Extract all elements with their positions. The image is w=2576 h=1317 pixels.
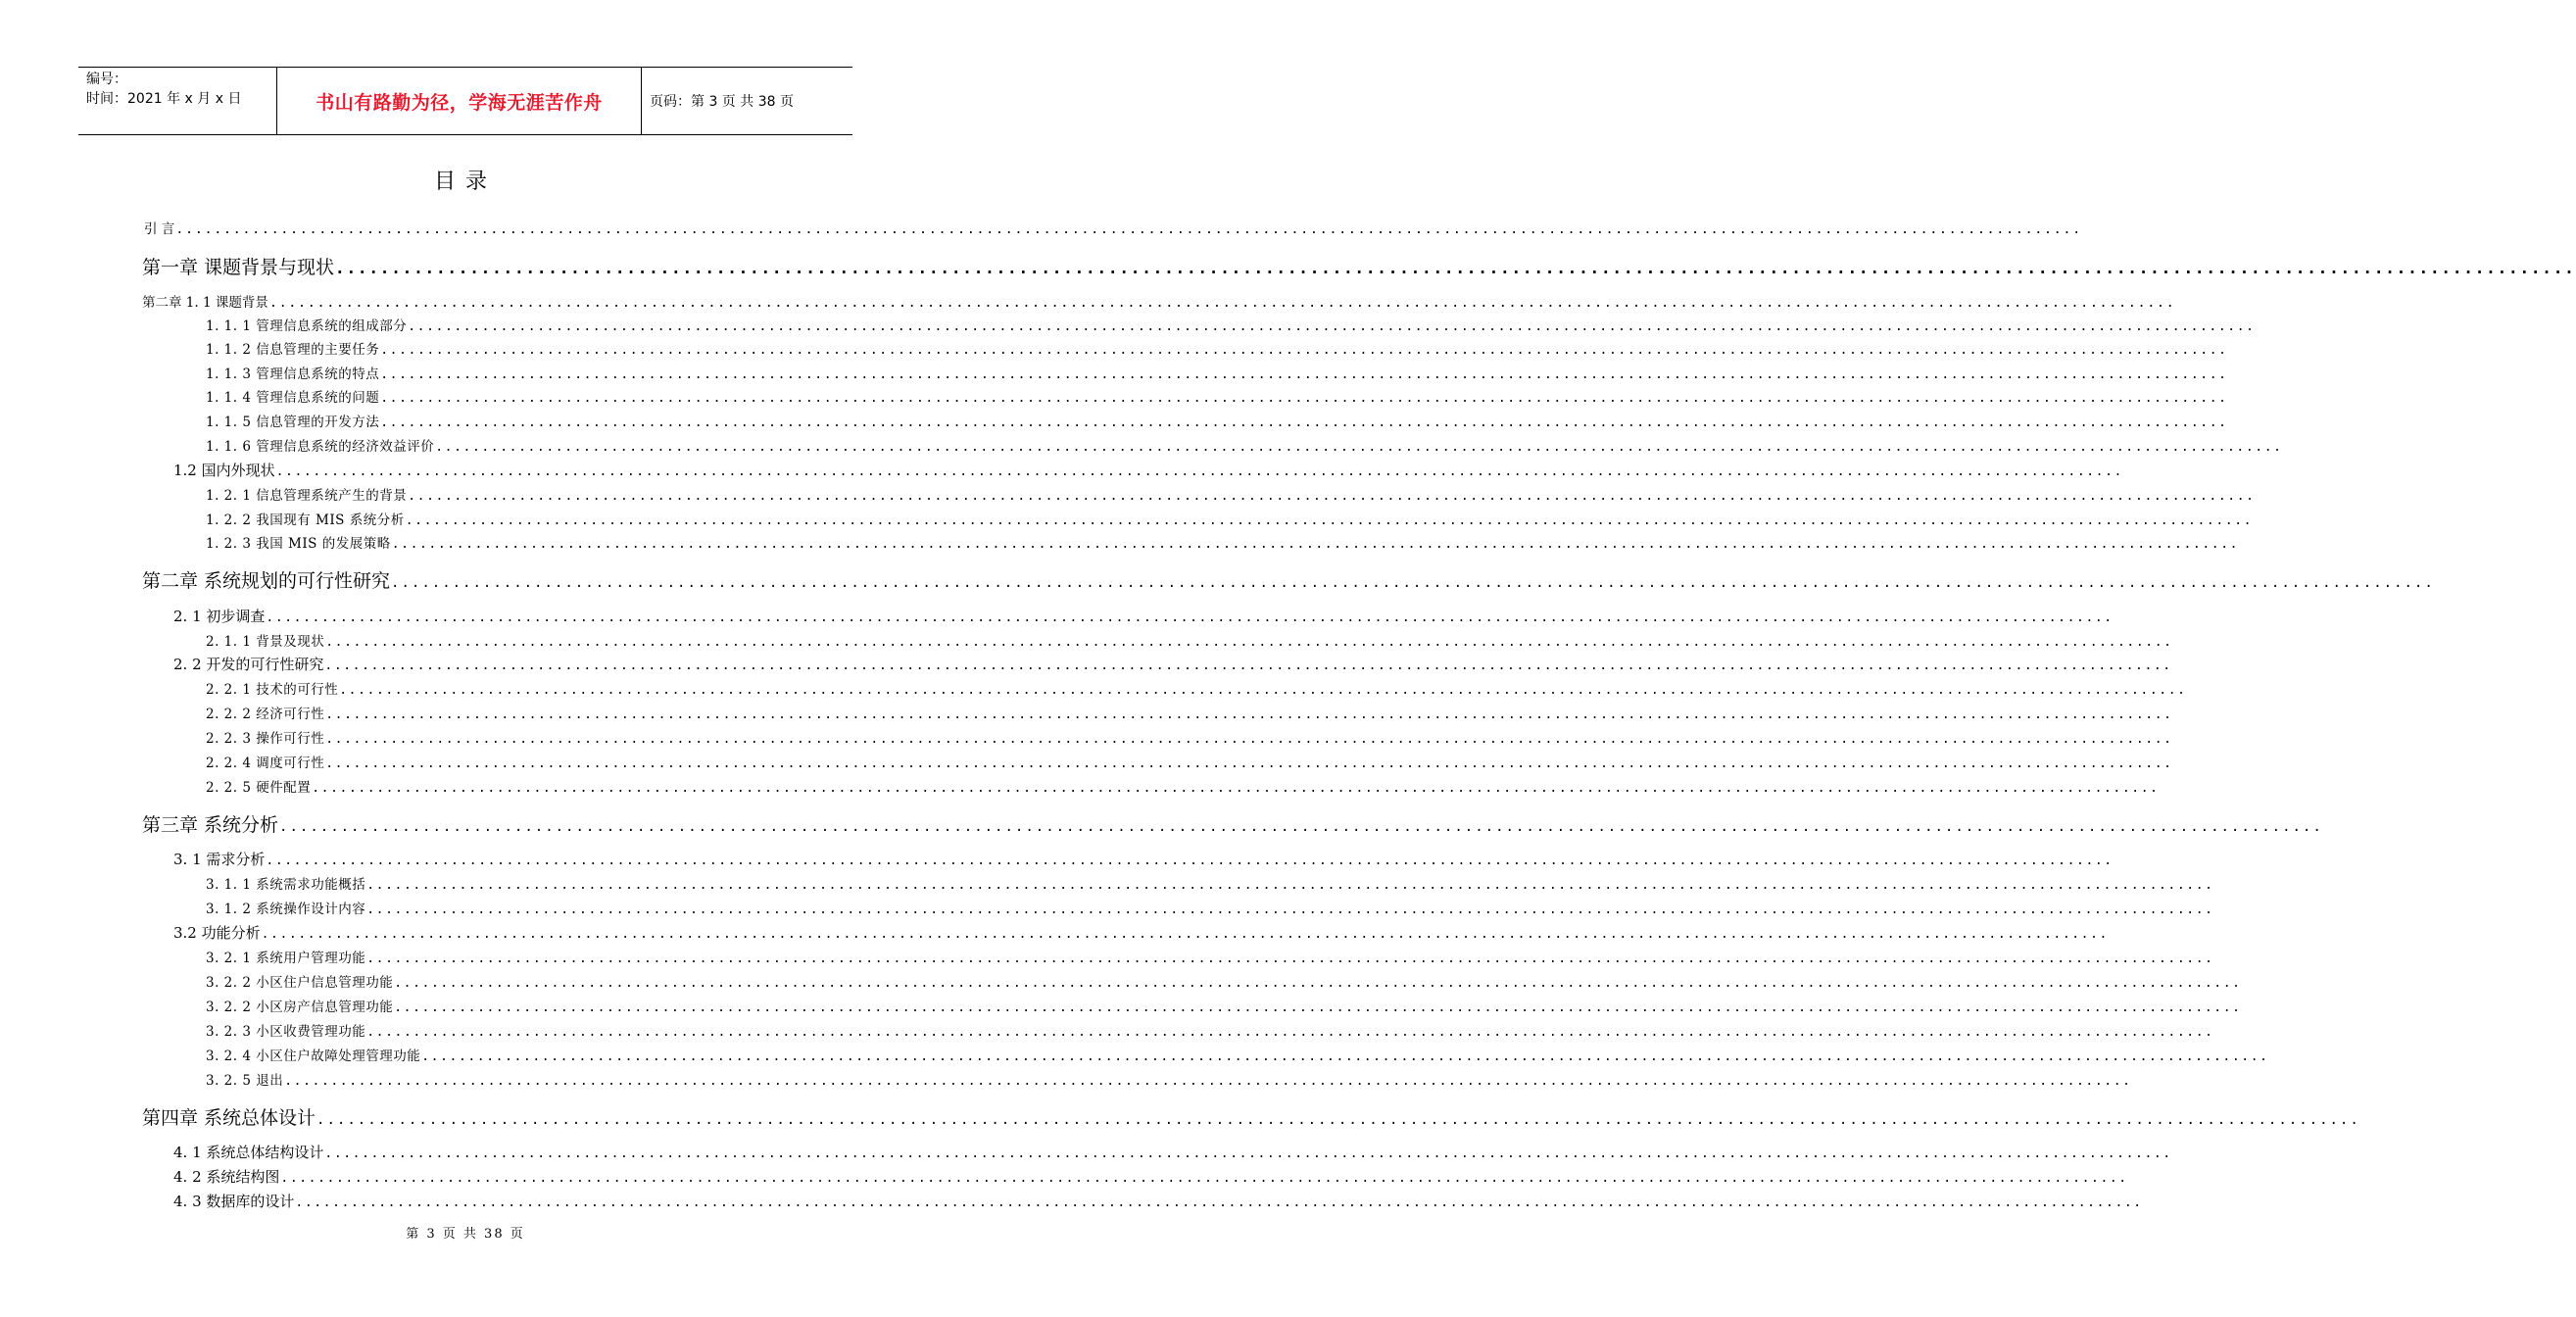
toc-leader-dots: ........................................................................................................................................................................................................ (280, 1171, 2128, 1186)
toc-entry-label: 4. 3 数据库的设计 (173, 1193, 295, 1210)
toc-entry-label: 3. 2. 2 小区住户信息管理功能 (206, 975, 394, 991)
toc-entry-label: 2. 2. 3 操作可行性 (206, 731, 325, 747)
toc-entry[interactable] (173, 1142, 2172, 1162)
toc-entry[interactable] (142, 1103, 2360, 1130)
page-title: 目录 (433, 170, 497, 194)
toc-entry-label: 4. 1 系统总体结构设计 (173, 1144, 324, 1161)
toc-leader-dots: ........................................................................................................................................................................................................ (421, 1049, 2269, 1064)
toc-leader-dots: ........................................................................................................................................................................................................ (325, 732, 2173, 747)
header-page-info: 页码：第 3 页 共 38 页 (650, 94, 794, 110)
toc-entry-label: 2. 1. 1 背景及现状 (206, 634, 325, 650)
toc-entry-label: 1. 1. 3 管理信息系统的特点 (206, 366, 380, 382)
toc-entry-label: 3.2 功能分析 (173, 924, 261, 942)
toc-leader-dots: ........................................................................................................................................................................................................ (380, 415, 2228, 430)
page-header (78, 67, 852, 135)
toc-entry[interactable] (206, 435, 2283, 455)
toc-entry[interactable] (206, 1045, 2269, 1064)
toc-entry[interactable] (206, 678, 2187, 698)
toc-entry[interactable] (144, 218, 2082, 237)
toc-entry[interactable] (206, 776, 2160, 796)
toc-entry-label: 第四章 系统总体设计 (142, 1107, 316, 1129)
header-meta (78, 68, 276, 134)
toc-entry-label: 引 言 (144, 221, 175, 237)
toc-entry[interactable] (173, 460, 2123, 480)
toc-entry[interactable] (173, 1166, 2128, 1187)
toc-entry-label: 第二章 1. 1 课题背景 (142, 295, 268, 311)
toc-entry[interactable] (206, 971, 2242, 991)
toc-leader-dots: ........................................................................................................................................................................................................ (405, 513, 2254, 528)
toc-entry[interactable] (206, 898, 2214, 917)
header-motto: 书山有路勤为径，学海无涯苦作舟 (276, 68, 642, 134)
toc-entry-label: 1.2 国内外现状 (173, 462, 275, 479)
toc-entry-label: 第三章 系统分析 (142, 814, 279, 836)
toc-leader-dots: ........................................................................................................................................................................................................ (366, 1025, 2214, 1040)
toc-entry[interactable] (206, 727, 2173, 747)
number-label: 编号： (86, 72, 127, 87)
toc-entry[interactable] (206, 386, 2228, 406)
toc-leader-dots: ........................................................................................................................................................................................................ (380, 343, 2228, 358)
toc-leader-dots: ........................................................................................................................................................................................................ (325, 635, 2173, 650)
toc-entry[interactable] (206, 411, 2228, 430)
toc-leader-dots: ........................................................................................................................................................................................................ (366, 951, 2214, 966)
toc-entry[interactable] (142, 291, 2176, 311)
toc-entry[interactable] (206, 996, 2242, 1015)
toc-entry-label: 2. 2. 1 技术的可行性 (206, 682, 339, 698)
toc-entry[interactable] (206, 315, 2256, 334)
toc-entry[interactable] (206, 338, 2228, 358)
toc-entry[interactable] (206, 703, 2173, 722)
toc-entry-label: 1. 1. 6 管理信息系统的经济效益评价 (206, 439, 435, 455)
toc-leader-dots: ........................................................................................................................................................................................................ (312, 781, 2160, 796)
toc-entry[interactable] (206, 532, 2240, 552)
toc-entry[interactable] (206, 752, 2173, 771)
toc-leader-dots: ........................................................................................................................................................................................................ (339, 683, 2187, 698)
toc-leader-dots: ........................................................................................................................................................................................................ (325, 707, 2173, 722)
toc-entry[interactable] (173, 606, 2114, 626)
toc-leader-dots: ........................................................................................................................................................................................................ (175, 221, 2082, 237)
toc-leader-dots: ........................................................................................................................................................................................................ (380, 391, 2228, 406)
toc-entry[interactable] (206, 509, 2254, 528)
toc-entry[interactable] (206, 947, 2214, 966)
toc-entry-label: 第二章 系统规划的可行性研究 (142, 570, 391, 592)
toc-leader-dots: ........................................................................................................................................................................................................ (316, 1112, 2360, 1128)
toc-entry[interactable] (142, 253, 2576, 279)
time-label: 时间：2021 年 x 月 x 日 (86, 91, 242, 107)
toc-leader-dots: ........................................................................................................................................................................................................ (284, 1074, 2132, 1089)
toc-entry-label: 1. 2. 3 我国 MIS 的发展策略 (206, 536, 391, 552)
toc-entry[interactable] (206, 363, 2228, 382)
toc-leader-dots: ........................................................................................................................................................................................................ (435, 440, 2283, 455)
toc-entry-label: 3. 2. 1 系统用户管理功能 (206, 951, 366, 966)
toc-leader-dots: ........................................................................................................................................................................................................ (261, 927, 2109, 942)
toc-entry[interactable] (206, 484, 2256, 504)
toc-entry-label: 1. 2. 2 我国现有 MIS 系统分析 (206, 512, 405, 528)
toc-leader-dots: ........................................................................................................................................................................................................ (295, 1195, 2143, 1210)
toc-leader-dots: ........................................................................................................................................................................................................ (408, 319, 2256, 334)
toc-leader-dots: ........................................................................................................................................................................................................ (324, 658, 2172, 673)
toc-entry-label: 3. 2. 5 退出 (206, 1073, 284, 1089)
toc-entry[interactable] (206, 1069, 2132, 1089)
toc-entry-label: 1. 1. 5 信息管理的开发方法 (206, 415, 380, 430)
toc-leader-dots: ........................................................................................................................................................................................................ (266, 854, 2114, 868)
toc-entry-label: 3. 1. 2 系统操作设计内容 (206, 902, 366, 917)
toc-entry-label: 1. 1. 4 管理信息系统的问题 (206, 390, 380, 406)
toc-entry-label: 2. 1 初步调查 (173, 608, 266, 625)
toc-entry-label: 3. 2. 3 小区收费管理功能 (206, 1024, 366, 1040)
toc-entry-label: 3. 2. 2 小区房产信息管理功能 (206, 1000, 394, 1015)
toc-entry[interactable] (142, 810, 2323, 837)
toc-entry[interactable] (206, 873, 2214, 893)
toc-entry-label: 2. 2 开发的可行性研究 (173, 656, 324, 673)
toc-entry[interactable] (173, 849, 2114, 869)
toc-leader-dots: ........................................................................................................................................................................................................ (324, 1146, 2172, 1161)
toc-entry-label: 2. 2. 4 调度可行性 (206, 756, 325, 771)
toc-leader-dots: ........................................................................................................................................................................................................ (279, 819, 2323, 835)
toc-leader-dots: ........................................................................................................................................................................................................ (394, 1000, 2242, 1015)
toc-leader-dots: ........................................................................................................................................................................................................ (268, 295, 2176, 311)
toc-leader-dots: ........................................................................................................................................................................................................ (325, 756, 2173, 771)
toc-leader-dots: ........................................................................................................................................................................................................ (391, 575, 2435, 591)
toc-entry[interactable] (173, 922, 2109, 943)
toc-entry[interactable] (173, 654, 2172, 674)
toc-entry-label: 3. 1. 1 系统需求功能概括 (206, 877, 366, 893)
toc-leader-dots: ........................................................................................................................................................................................................ (408, 489, 2256, 504)
toc-entry-label: 3. 1 需求分析 (173, 851, 266, 868)
toc-entry-label: 2. 2. 2 经济可行性 (206, 707, 325, 722)
toc-leader-dots: ........................................................................................................................................................................................................ (394, 976, 2242, 991)
toc-leader-dots: ........................................................................................................................................................................................................ (366, 902, 2214, 917)
toc-entry-label: 1. 2. 1 信息管理系统产生的背景 (206, 488, 408, 504)
toc-leader-dots: ........................................................................................................................................................................................................ (380, 367, 2228, 382)
toc-entry[interactable] (142, 566, 2435, 593)
toc-leader-dots: ........................................................................................................................................................................................................ (275, 464, 2123, 479)
toc-entry-label: 4. 2 系统结构图 (173, 1168, 280, 1186)
toc-entry-label: 1. 1. 2 信息管理的主要任务 (206, 342, 380, 358)
page-footer: 第 3 页 共 38 页 (406, 1227, 525, 1242)
toc-entry[interactable] (206, 1020, 2214, 1040)
toc-leader-dots: ........................................................................................................................................................................................................ (335, 259, 2576, 277)
toc-entry[interactable] (206, 630, 2173, 650)
toc-entry[interactable] (173, 1191, 2143, 1211)
toc-leader-dots: ........................................................................................................................................................................................................ (391, 537, 2240, 552)
toc-entry-label: 1. 1. 1 管理信息系统的组成部分 (206, 318, 408, 334)
toc-leader-dots: ........................................................................................................................................................................................................ (366, 878, 2214, 893)
toc-entry-label: 3. 2. 4 小区住户故障处理管理功能 (206, 1049, 421, 1064)
toc-entry-label: 第一章 课题背景与现状 (142, 257, 335, 278)
toc-leader-dots: ........................................................................................................................................................................................................ (266, 610, 2114, 625)
toc-entry-label: 2. 2. 5 硬件配置 (206, 780, 312, 796)
